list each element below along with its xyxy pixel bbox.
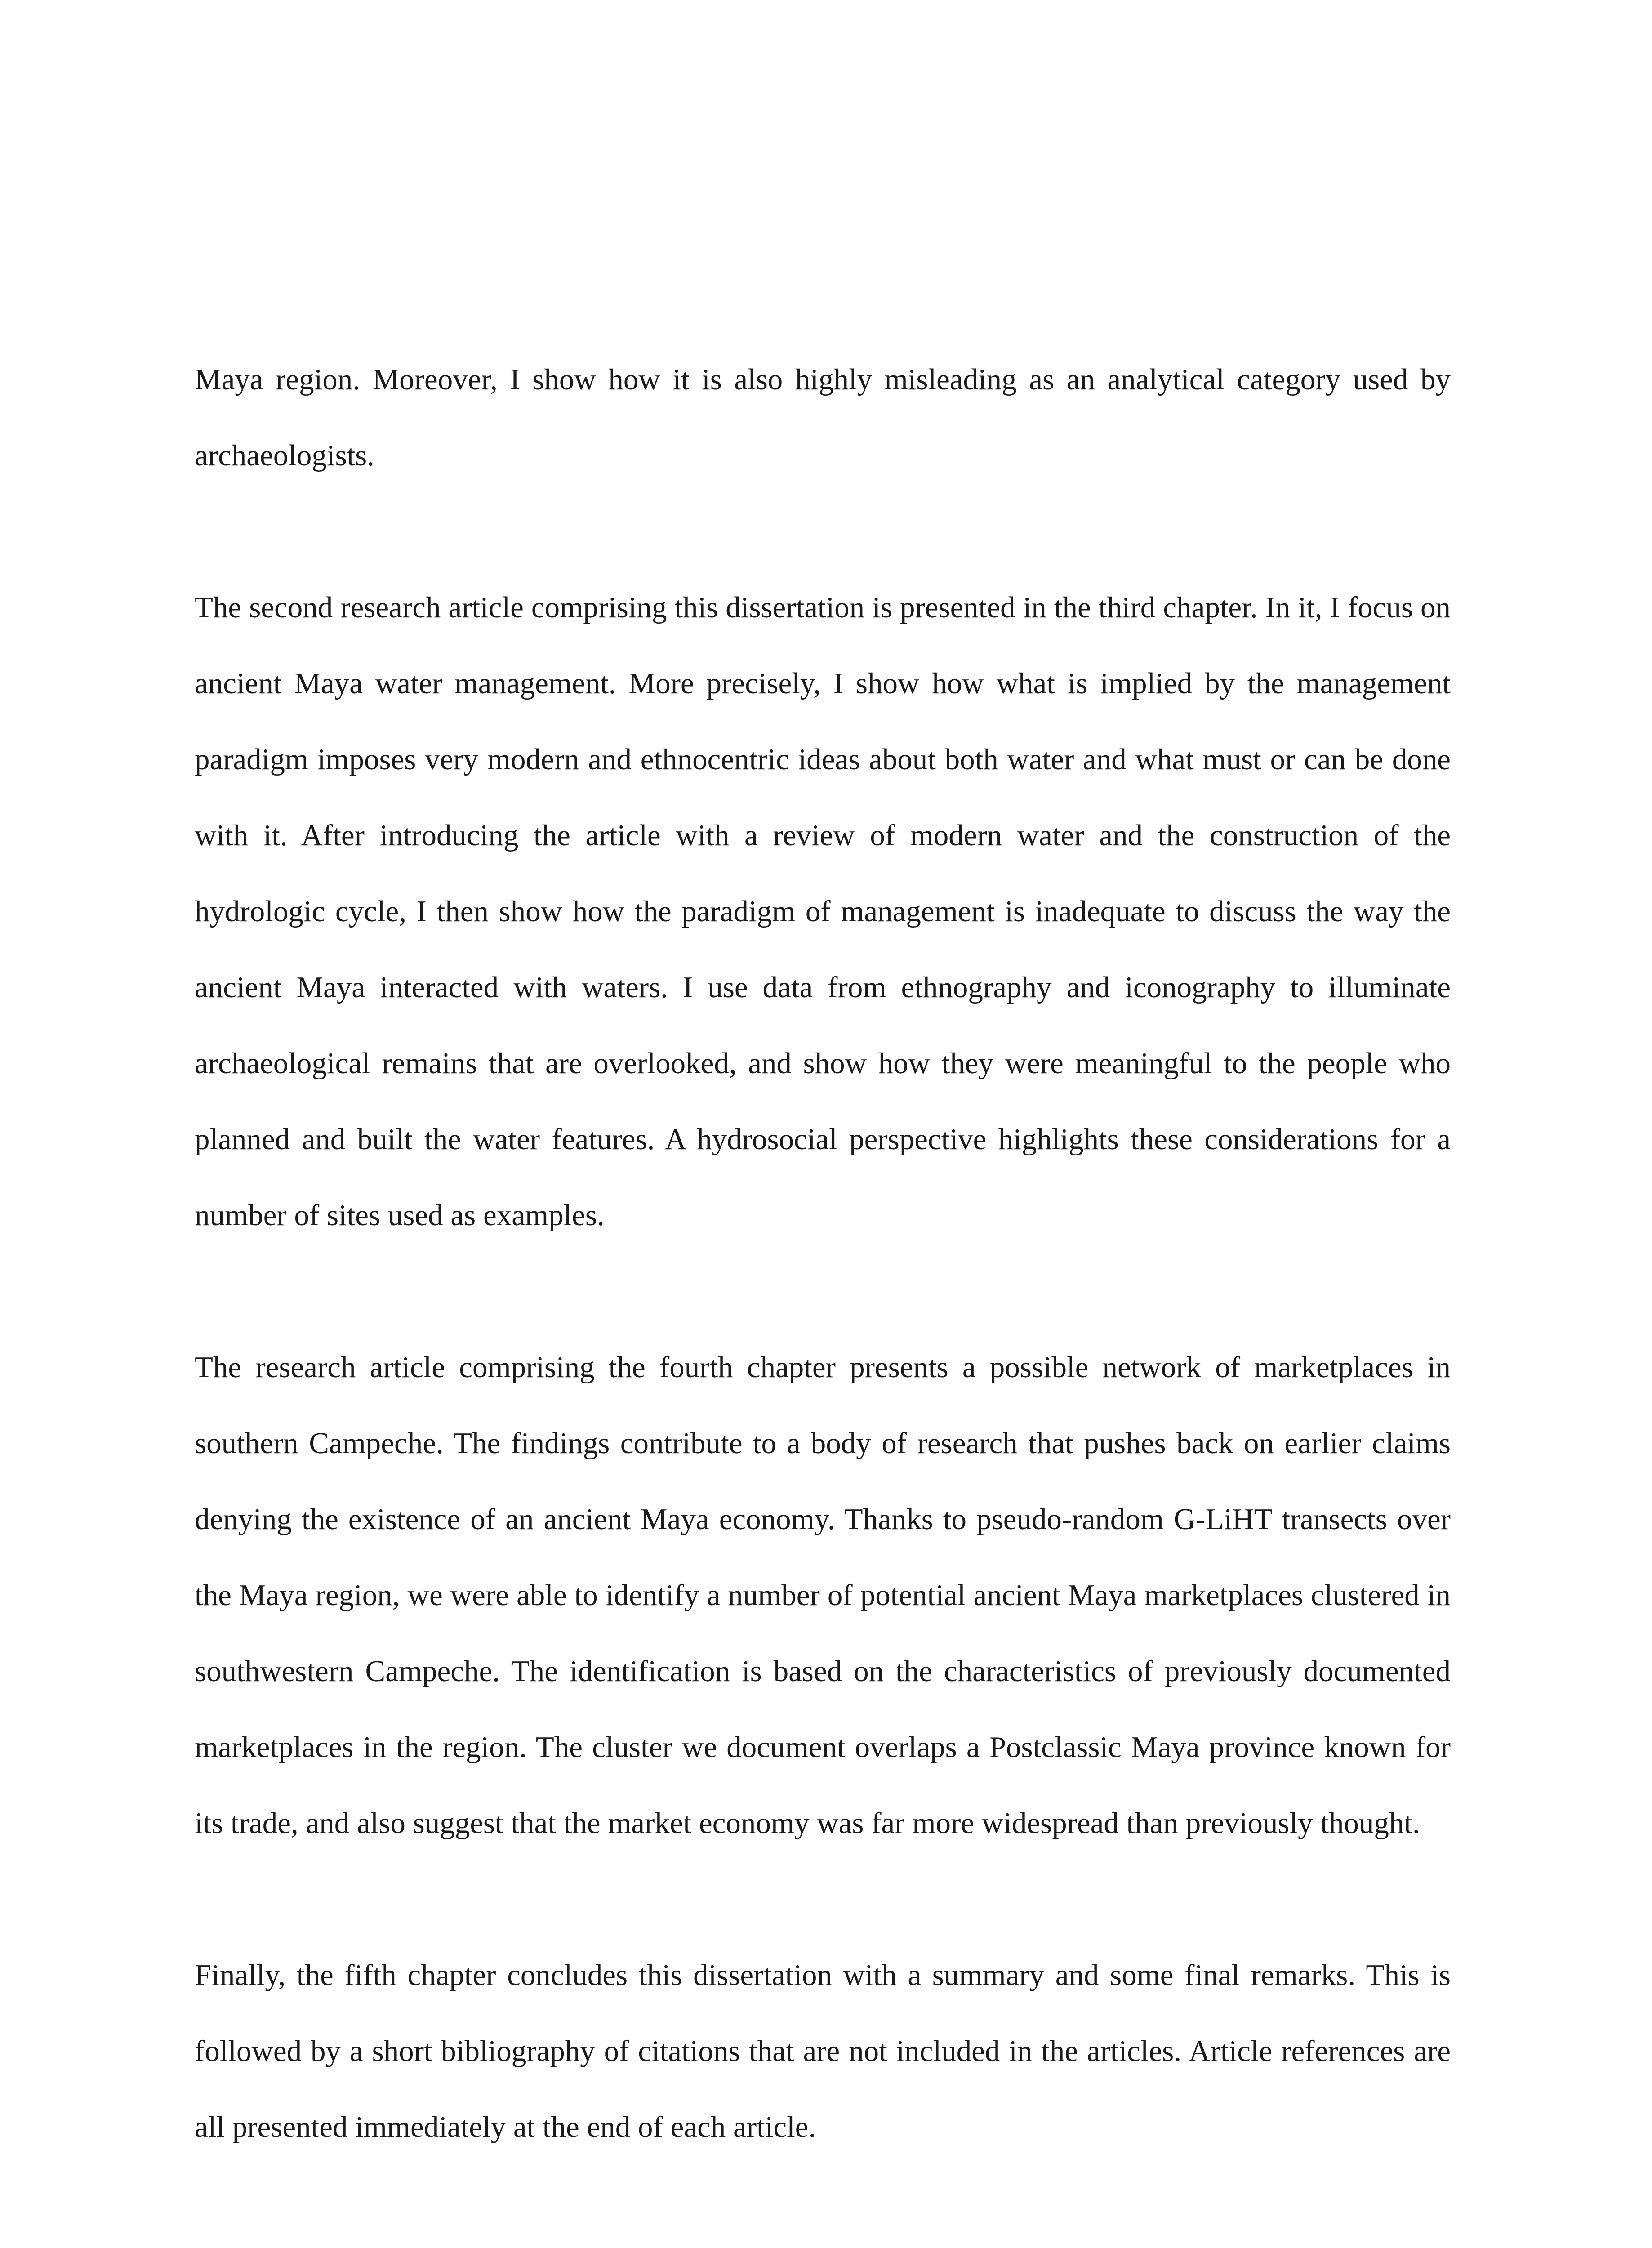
body-text xyxy=(195,342,1451,2165)
paragraph-fifth-chapter: Finally, the fifth chapter concludes this dissertation with a summary and some final remarks. This is followed by a short bibliography of citations that are not included in the articles. Article references are all presented immediately at the end of each article. xyxy=(195,1958,1451,2144)
paragraph-second-article: The second research article comprising this dissertation is presented in the third chapter. In it, I focus on ancient Maya water management. More precisely, I show how what is implied by the management paradigm imposes very modern and ethnocentric ideas about both water and what must or can be done with it. After introducing the article with a review of modern water and the construction of the hydrologic cycle, I then show how the paradigm of management is inadequate to discuss the way the ancient Maya interacted with waters. I use data from ethnography and iconography to illuminate archaeological remains that are overlooked, and show how they were meaningful to the people who planned and built the water features. A hydrosocial perspective highlights these considerations for a number of sites used as examples. xyxy=(195,591,1451,1232)
paragraph-maya-region: Maya region. Moreover, I show how it is also highly misleading as an analytical category used by archaeologists. xyxy=(195,363,1451,472)
paragraph-fourth-chapter: The research article comprising the fourth chapter presents a possible network of marketplaces in southern Campeche. The findings contribute to a body of research that pushes back on earlier claims denying the existence of an ancient Maya economy. Thanks to pseudo-random G-LiHT transects over the Maya region, we were able to identify a number of potential ancient Maya marketplaces clustered in southwestern Campeche. The identification is based on the characteristics of previously documented marketplaces in the region. The cluster we document overlaps a Postclassic Maya province known for its trade, and also suggest that the market economy was far more widespread than previously thought. xyxy=(195,1351,1451,1840)
